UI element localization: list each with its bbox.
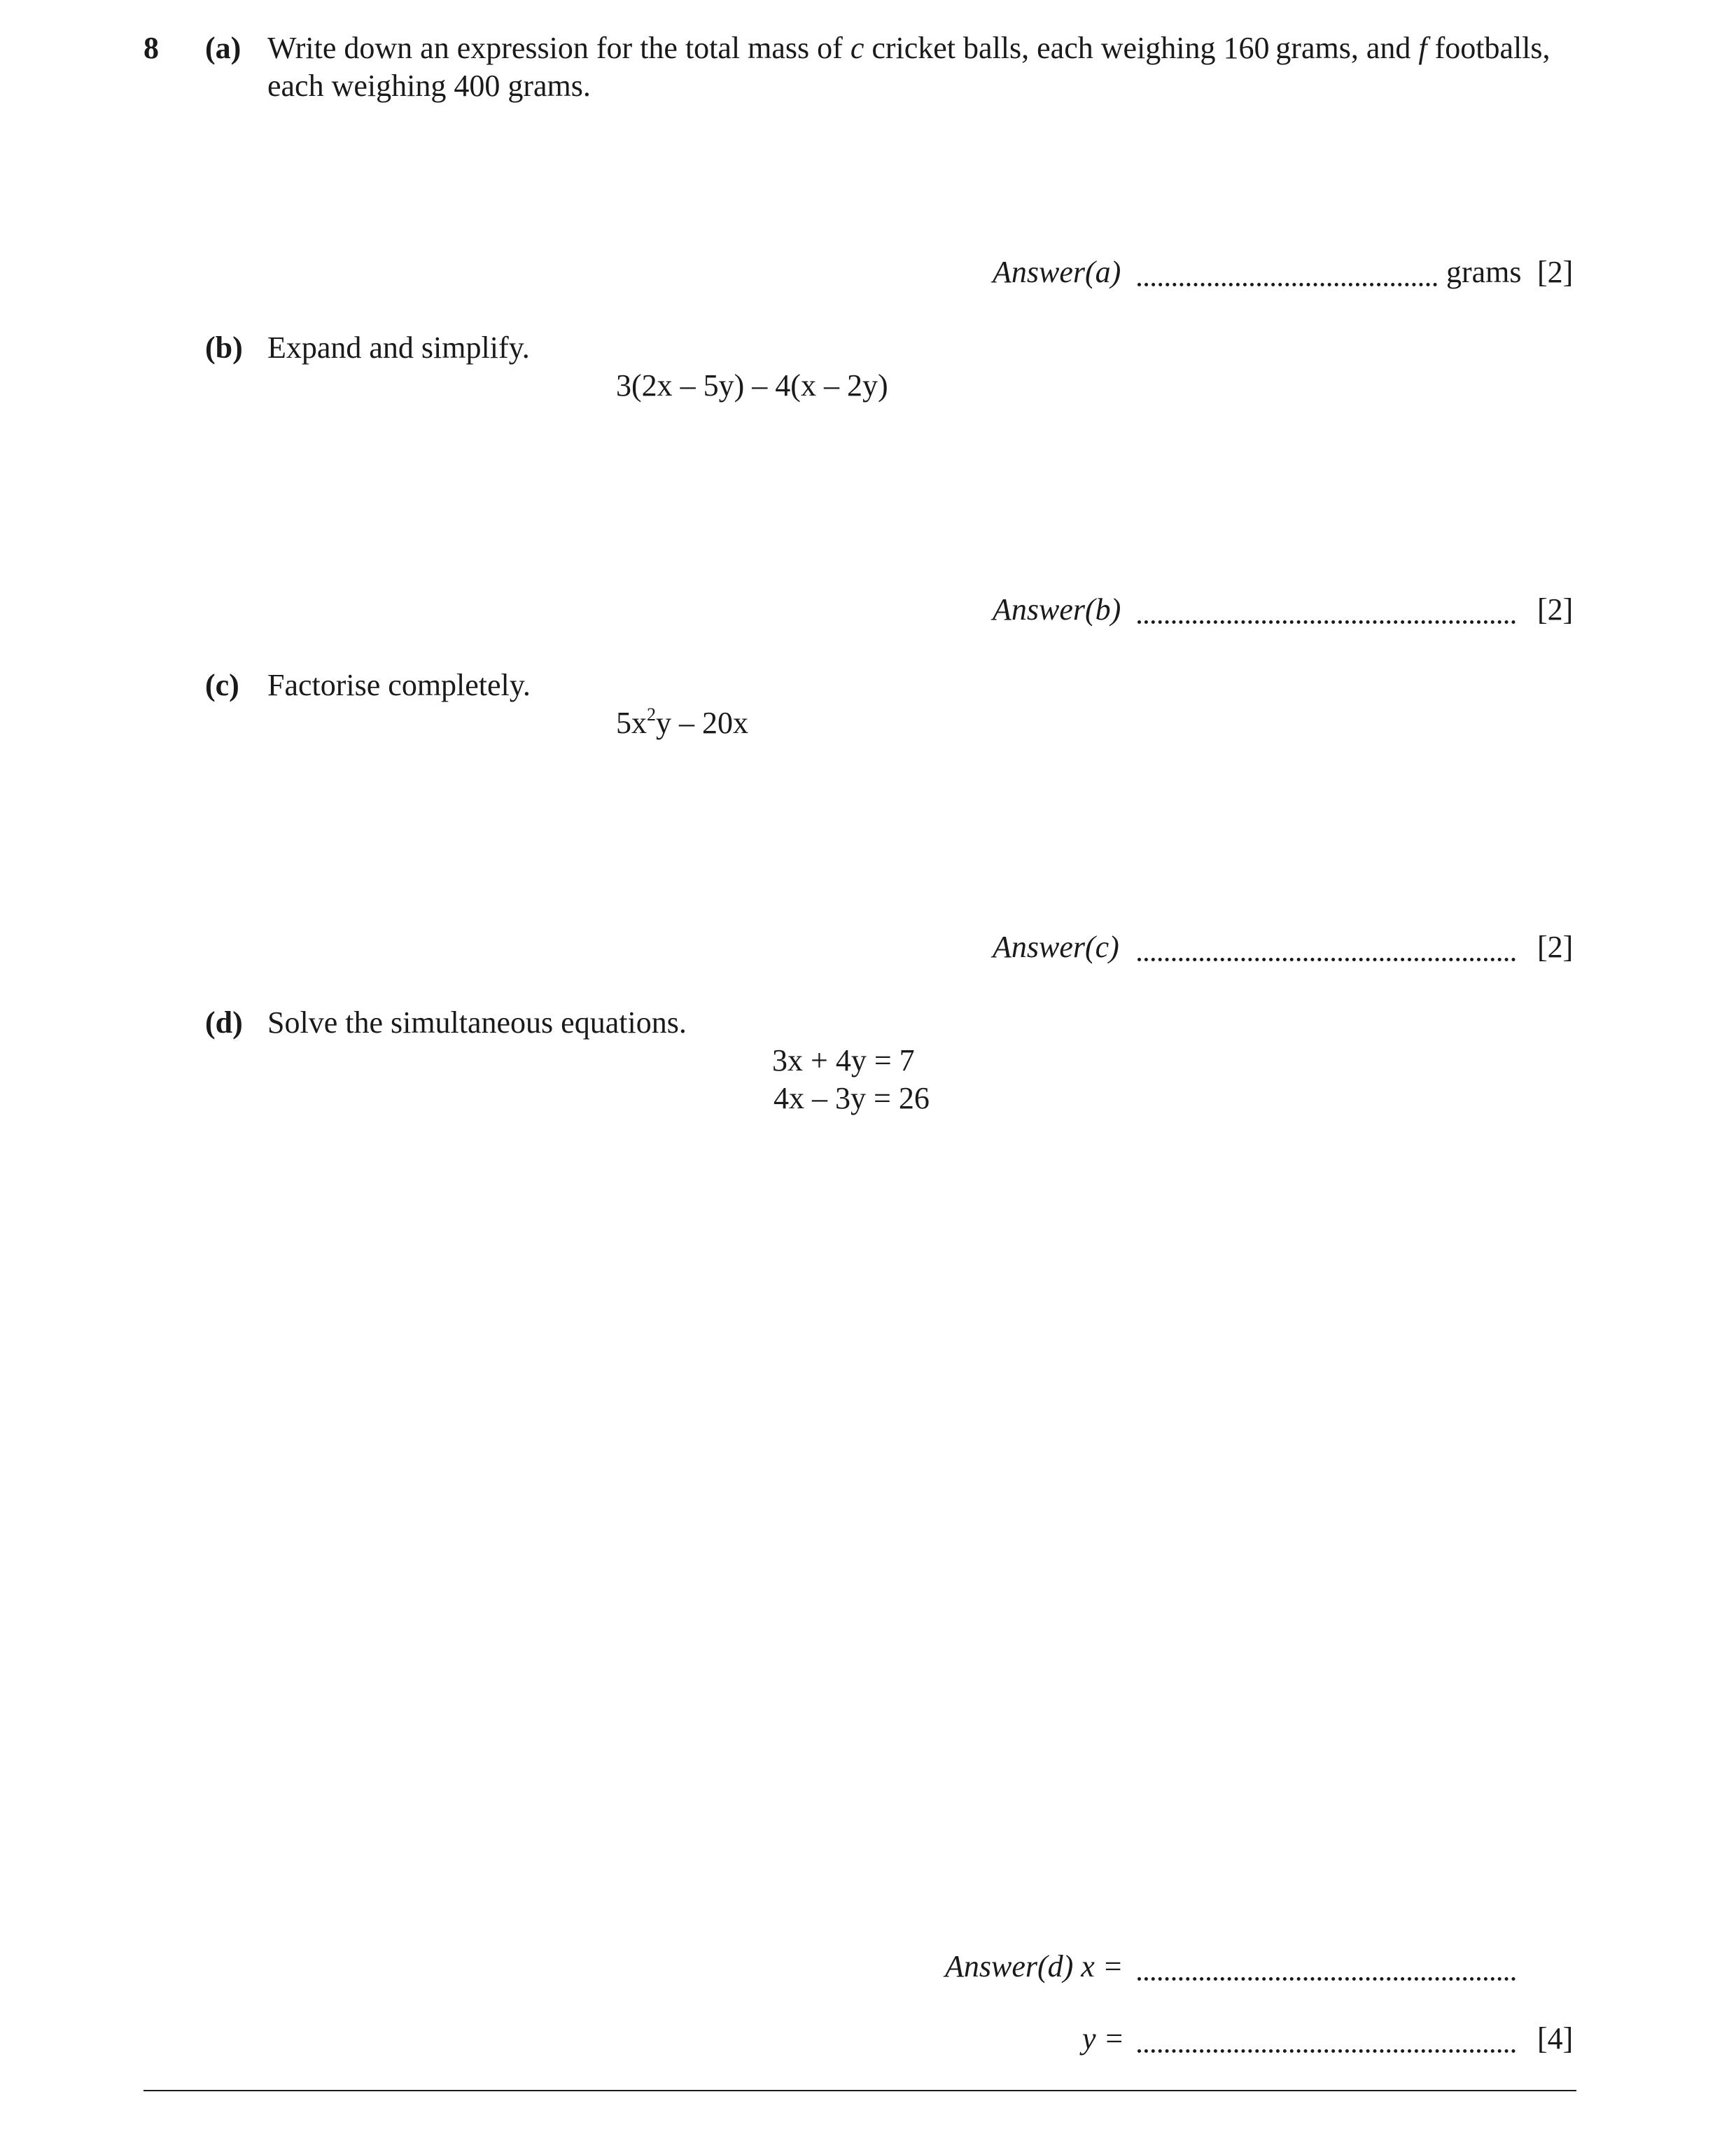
answer-d-y-label: y = (1082, 2021, 1125, 2056)
part-c-label: (c) (205, 668, 239, 702)
answer-a-unit: grams (1446, 255, 1522, 289)
part-a-label: (a) (205, 31, 241, 65)
part-b-expression: 3(2x – 5y) – 4(x – 2y) (616, 368, 888, 403)
part-c-marks: [2] (1537, 930, 1574, 964)
part-b-marks: [2] (1537, 592, 1574, 627)
part-b-instruction: Expand and simplify. (267, 330, 530, 365)
answer-d-y-field[interactable] (1138, 2049, 1516, 2053)
part-c-expression: $5x^2y - 20x$ (616, 704, 748, 740)
answer-d-x-label: Answer(d) x = (945, 1949, 1124, 1983)
part-d-instruction: Solve the simultaneous equations. (267, 1005, 687, 1040)
answer-a-field[interactable] (1138, 283, 1437, 286)
answer-c-label: Answer(c) (993, 930, 1119, 964)
part-a-text-line1: Write down an expression for the total mass of c cricket balls, each weighing 160 grams, and f footballs, (267, 31, 1550, 65)
question-number: 8 (144, 31, 159, 65)
part-d-label: (d) (205, 1005, 243, 1040)
page-bottom-rule (144, 2090, 1576, 2091)
answer-c-field[interactable] (1138, 958, 1516, 961)
part-a-text-line2: each weighing 400 grams. (267, 69, 591, 103)
part-b-label: (b) (205, 330, 243, 365)
answer-d-x-field[interactable] (1138, 1977, 1516, 1981)
part-c-instruction: Factorise completely. (267, 668, 531, 702)
part-d-marks: [4] (1537, 2021, 1574, 2056)
answer-b-field[interactable] (1138, 620, 1516, 624)
part-a-marks: [2] (1537, 255, 1574, 289)
answer-b-label: Answer(b) (993, 592, 1121, 627)
answer-a-label: Answer(a) (993, 255, 1121, 289)
part-d-equation-1: 3x + 4y = 7 (772, 1043, 915, 1078)
part-d-equation-2: 4x – 3y = 26 (774, 1081, 930, 1115)
